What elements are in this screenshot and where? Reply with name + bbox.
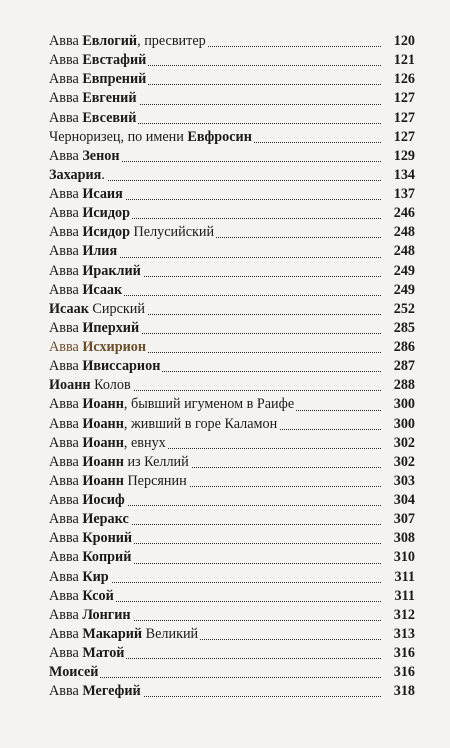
entry-name: Исидор — [82, 205, 130, 222]
toc-entry — [49, 319, 415, 338]
entry-prefix: Авва — [49, 33, 83, 49]
entry-name: Исаия — [82, 186, 123, 202]
page-number: 248 — [392, 223, 415, 242]
entry-name: Матой — [82, 645, 125, 661]
entry-name: Евфросин — [187, 128, 252, 145]
toc-entry — [49, 89, 415, 108]
entry-name: Кир — [82, 568, 109, 585]
entry-prefix: Авва — [49, 186, 83, 202]
entry-name: Захария — [49, 166, 102, 183]
toc-entry — [49, 357, 415, 376]
entry-prefix: Авва — [49, 52, 83, 69]
entry-name: Ксой — [82, 587, 114, 604]
page-number: 316 — [392, 644, 415, 663]
toc-entry — [49, 204, 415, 223]
toc-entry — [49, 529, 415, 548]
entry-title — [49, 71, 148, 87]
page-number: 127 — [392, 109, 415, 128]
entry-prefix: Авва — [49, 606, 83, 623]
toc-entry — [49, 281, 415, 300]
entry-title — [49, 416, 279, 432]
page-number: 304 — [392, 491, 415, 510]
entry-title — [49, 683, 143, 699]
page-number: 126 — [392, 70, 415, 89]
entry-name: Евсевий — [82, 109, 137, 126]
entry-name: Исхирион — [82, 339, 147, 355]
entry-title — [49, 664, 100, 680]
entry-prefix: Авва — [49, 205, 83, 222]
page-number: 300 — [392, 395, 415, 414]
toc-entry — [49, 415, 415, 434]
entry-prefix: Авва — [49, 358, 83, 375]
entry-title — [49, 282, 124, 298]
page-number: 311 — [393, 568, 416, 587]
toc-entry — [49, 491, 415, 510]
page-number: 312 — [392, 606, 415, 625]
entry-name: Исаак — [82, 281, 123, 298]
page-number: 302 — [392, 434, 415, 453]
entry-title — [49, 263, 143, 279]
page-number: 287 — [392, 357, 415, 376]
entry-name: Иосиф — [82, 492, 125, 508]
entry-title — [49, 530, 134, 546]
page-number: 308 — [392, 529, 415, 548]
entry-prefix: Черноризец, по имени — [49, 128, 188, 145]
page-number: 310 — [392, 548, 415, 567]
toc-entry — [49, 338, 415, 357]
entry-prefix: Авва — [49, 453, 83, 470]
entry-title — [49, 90, 139, 106]
entry-prefix: Авва — [49, 415, 83, 432]
entry-title — [49, 358, 162, 374]
entry-name: Исидор — [82, 224, 130, 241]
page-number: 252 — [392, 300, 415, 319]
entry-suffix: из Келлий — [123, 453, 189, 470]
toc-entry — [49, 223, 415, 242]
entry-prefix: Авва — [49, 683, 83, 700]
entry-prefix: Авва — [49, 147, 83, 164]
page-number: 302 — [392, 453, 415, 472]
entry-prefix: Авва — [49, 71, 83, 88]
page-number: 249 — [392, 262, 415, 281]
entry-name: Зенон — [82, 147, 120, 164]
table-of-contents — [49, 32, 415, 701]
entry-prefix: Авва — [49, 319, 83, 336]
entry-name: Коприй — [82, 549, 132, 566]
entry-title — [49, 110, 138, 126]
entry-suffix: , живший в горе Каламон — [123, 415, 278, 432]
page-number: 311 — [393, 587, 416, 606]
entry-title — [49, 511, 131, 527]
entry-name: Илия — [82, 243, 118, 260]
entry-title — [49, 607, 133, 623]
toc-entry — [49, 434, 415, 453]
page-number: 318 — [392, 682, 415, 701]
entry-prefix: Авва — [49, 472, 83, 489]
entry-prefix: Авва — [49, 281, 83, 298]
entry-title — [49, 588, 116, 604]
toc-entry — [49, 568, 415, 587]
page-number: 137 — [392, 185, 415, 204]
entry-suffix: Сирский — [88, 300, 145, 317]
entry-prefix: Авва — [49, 568, 83, 585]
toc-entry — [49, 587, 415, 606]
entry-title — [49, 205, 132, 221]
entry-title — [49, 301, 147, 317]
entry-name: Исаак — [49, 300, 89, 317]
entry-title — [49, 243, 119, 259]
toc-entry — [49, 300, 415, 319]
toc-entry — [49, 376, 415, 395]
entry-name: Евгений — [82, 90, 137, 107]
entry-name: Иоанн — [82, 453, 124, 470]
toc-entry — [49, 644, 415, 663]
entry-prefix: Авва — [49, 109, 83, 126]
page-number: 121 — [392, 51, 415, 70]
entry-prefix: Авва — [49, 434, 83, 451]
toc-entry — [49, 32, 415, 51]
entry-name: Иперхий — [82, 319, 140, 336]
entry-prefix: Авва — [49, 339, 83, 355]
entry-title — [49, 549, 133, 565]
entry-name: Евлогий — [82, 33, 138, 49]
entry-title — [49, 186, 125, 202]
page-number: 316 — [392, 663, 415, 682]
entry-title — [49, 473, 189, 489]
entry-prefix: Авва — [49, 224, 83, 241]
entry-title — [49, 645, 126, 661]
entry-name: Ивиссарион — [82, 358, 161, 375]
page-number: 303 — [392, 472, 415, 491]
entry-suffix: Персянин — [123, 472, 187, 489]
page-number: 120 — [392, 32, 415, 51]
entry-name: Иоанн — [82, 434, 124, 451]
entry-suffix: , пресвитер — [137, 33, 206, 49]
page-number: 285 — [392, 319, 415, 338]
entry-title — [49, 492, 127, 508]
entry-prefix: Авва — [49, 549, 83, 566]
entry-prefix: Авва — [49, 243, 83, 260]
entry-title — [49, 320, 141, 336]
toc-entry — [49, 395, 415, 414]
entry-name: Иоанн — [82, 396, 124, 413]
entry-title — [49, 167, 107, 183]
entry-title — [49, 129, 254, 145]
entry-title — [49, 148, 122, 164]
page-number: 288 — [392, 376, 415, 395]
page-number: 249 — [392, 281, 415, 300]
entry-title — [49, 396, 296, 412]
toc-entry — [49, 147, 415, 166]
toc-entry — [49, 663, 415, 682]
toc-entry — [49, 510, 415, 529]
page-number: 248 — [392, 242, 415, 261]
page-number: 300 — [392, 415, 415, 434]
entry-name: Ираклий — [82, 262, 141, 279]
toc-entry — [49, 109, 415, 128]
toc-entry — [49, 128, 415, 147]
entry-suffix: Колов — [90, 377, 131, 394]
entry-title — [49, 224, 216, 240]
entry-suffix: , бывший игуменом в Раифе — [123, 396, 295, 413]
toc-entry — [49, 262, 415, 281]
entry-title — [49, 569, 111, 585]
page-number: 307 — [392, 510, 415, 529]
entry-suffix: , евнух — [123, 434, 166, 451]
page-number: 286 — [392, 338, 415, 357]
entry-name: Иоанн — [49, 377, 91, 394]
page-number: 129 — [392, 147, 415, 166]
entry-prefix: Авва — [49, 262, 83, 279]
entry-prefix: Авва — [49, 587, 83, 604]
toc-entry — [49, 166, 415, 185]
entry-suffix: Великий — [142, 625, 199, 642]
toc-entry — [49, 548, 415, 567]
entry-name: Иеракс — [82, 511, 129, 528]
toc-entry — [49, 606, 415, 625]
entry-name: Евпрений — [82, 71, 147, 88]
page-number: 134 — [392, 166, 415, 185]
entry-prefix: Авва — [49, 511, 83, 528]
entry-prefix: Авва — [49, 396, 83, 413]
entry-name: Мегефий — [82, 683, 141, 700]
entry-prefix: Авва — [49, 625, 83, 642]
entry-title — [49, 435, 168, 451]
page-number: 246 — [392, 204, 415, 223]
entry-prefix: Авва — [49, 90, 83, 107]
toc-entry — [49, 625, 415, 644]
entry-name: Евстафий — [82, 52, 147, 69]
entry-title — [49, 626, 200, 642]
toc-entry — [49, 185, 415, 204]
page-number: 127 — [392, 89, 415, 108]
entry-title — [49, 377, 133, 393]
entry-name: Макарий — [82, 625, 143, 642]
entry-name: Иоанн — [82, 415, 124, 432]
entry-suffix: . — [101, 166, 105, 183]
entry-name: Кроний — [82, 530, 133, 547]
toc-entry — [49, 472, 415, 491]
entry-prefix: Авва — [49, 492, 83, 508]
entry-name: Моисей — [49, 664, 99, 681]
page-number: 313 — [392, 625, 415, 644]
entry-title — [49, 33, 208, 49]
toc-entry — [49, 70, 415, 89]
entry-title — [49, 339, 148, 355]
entry-title — [49, 52, 148, 68]
entry-name: Лонгин — [82, 606, 131, 623]
entry-prefix: Авва — [49, 530, 83, 547]
toc-entry — [49, 453, 415, 472]
toc-entry — [49, 682, 415, 701]
entry-suffix: Пелусийский — [129, 224, 215, 241]
page-number: 127 — [392, 128, 415, 147]
toc-entry — [49, 242, 415, 261]
entry-name: Иоанн — [82, 472, 124, 489]
toc-entry — [49, 51, 415, 70]
entry-prefix: Авва — [49, 645, 83, 661]
entry-title — [49, 454, 191, 470]
